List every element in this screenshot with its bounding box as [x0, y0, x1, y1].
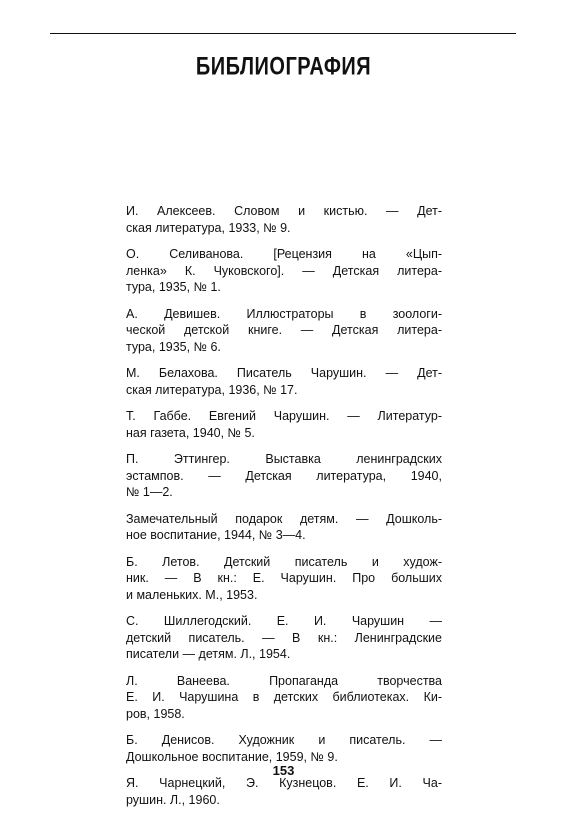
bibliography-line: Б. Летов. Детский писатель и худож- [126, 554, 442, 569]
bibliography-line: О. Селиванова. [Рецензия на «Цып- [126, 247, 442, 261]
bibliography-entry [126, 365, 442, 398]
bibliography-line: ное воспитание, 1944, № 3—4. [126, 528, 306, 542]
bibliography-line: Я. Чарнецкий, Э. Кузнецов. Е. И. Ча- [126, 776, 442, 790]
bibliography-line: ник. — В кн.: Е. Чарушин. Про больших [126, 571, 442, 585]
bibliography-line: детский писатель. — В кн.: Ленинградские [126, 630, 442, 645]
bibliography-line: эстампов. — Детская литература, 1940, [126, 468, 442, 483]
bibliography-line: Т. Габбе. Евгений Чарушин. — Литератур- [126, 409, 442, 423]
bibliography-entry [126, 673, 442, 723]
bibliography-line: тура, 1935, № 6. [126, 339, 221, 354]
bibliography-line: С. Шиллегодский. Е. И. Чарушин — [126, 614, 442, 628]
bibliography-line: И. Алексеев. Словом и кистью. — Дет- [126, 204, 442, 218]
bibliography-line: тура, 1935, № 1. [126, 280, 221, 294]
bibliography-line: Б. Денисов. Художник и писатель. — [126, 733, 442, 747]
bibliography-entry [126, 775, 442, 808]
bibliography-list [126, 203, 442, 818]
bibliography-line: ская литература, 1933, № 9. [126, 220, 291, 235]
bibliography-line: ская литература, 1936, № 17. [126, 382, 298, 397]
bibliography-line: Л. Ванеева. Пропаганда творчества [126, 673, 442, 688]
bibliography-line: ная газета, 1940, № 5. [126, 425, 255, 440]
bibliography-entry [126, 451, 442, 501]
bibliography-entry [126, 511, 442, 544]
bibliography-line: ленка» К. Чуковского]. — Детская литера- [126, 263, 442, 278]
bibliography-line: Дошкольное воспитание, 1959, № 9. [126, 749, 338, 764]
bibliography-entry [126, 306, 442, 356]
bibliography-line: П. Эттингер. Выставка ленинградских [126, 452, 442, 466]
bibliography-line: рушин. Л., 1960. [126, 792, 220, 807]
bibliography-entry [126, 408, 442, 441]
bibliography-line: ров, 1958. [126, 706, 185, 721]
bibliography-entry [126, 246, 442, 296]
bibliography-line: писатели — детям. Л., 1954. [126, 647, 291, 661]
bibliography-line: Е. И. Чарушина в детских библиотеках. Ки- [126, 690, 442, 704]
bibliography-line: ческой детской книге. — Детская литера- [126, 323, 442, 337]
bibliography-line: Замечательный подарок детям. — Дошколь- [126, 511, 442, 526]
page-title: БИБЛИОГРАФИЯ [195, 53, 372, 81]
page-number: 153 [272, 763, 295, 778]
bibliography-entry [126, 203, 442, 236]
bibliography-entry [126, 554, 442, 604]
bibliography-line: А. Девишев. Иллюстраторы в зоологи- [126, 306, 442, 321]
bibliography-line: № 1—2. [126, 485, 173, 499]
bibliography-entry [126, 613, 442, 663]
bibliography-entry [126, 732, 442, 765]
bibliography-line: М. Белахова. Писатель Чарушин. — Дет- [126, 366, 442, 380]
bibliography-line: и маленьких. М., 1953. [126, 587, 258, 602]
top-rule [50, 33, 516, 34]
